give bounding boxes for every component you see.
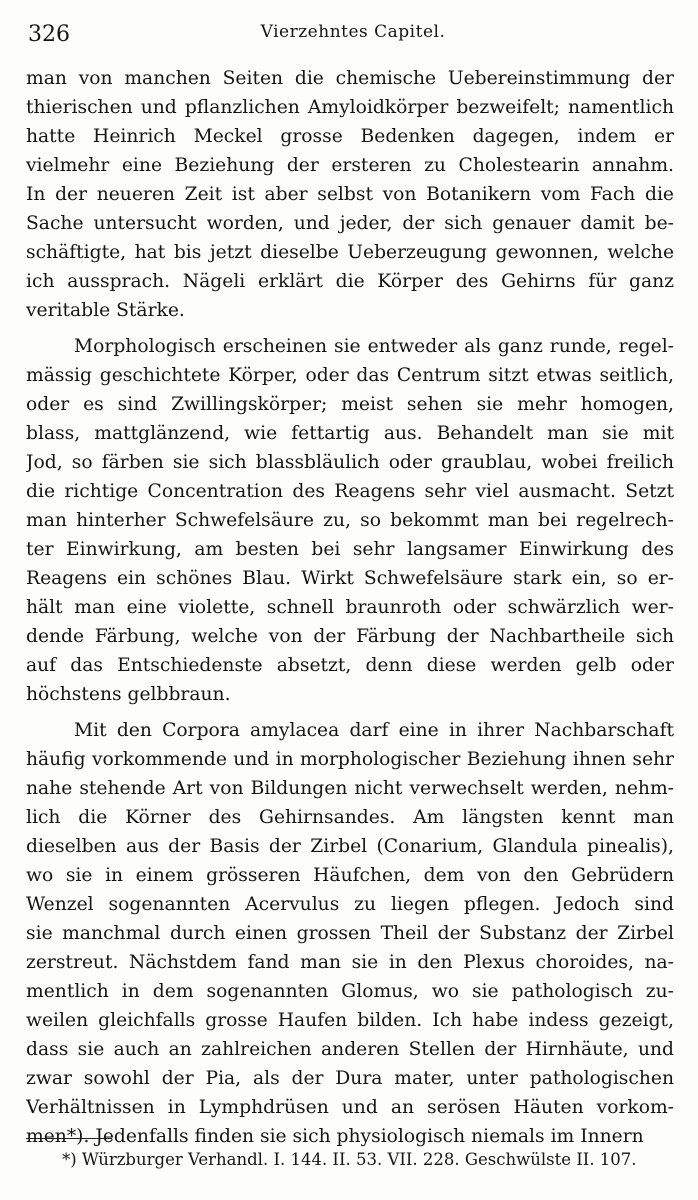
text-line: ich aussprach. Nägeli erklärt die Körper des Gehirns für ganz — [26, 271, 674, 292]
text-line: oder es sind Zwillingskörper; meist sehen sie mehr homogen, — [26, 394, 674, 415]
text-line: In der neueren Zeit ist aber selbst von Botanikern vom Fach die — [26, 184, 674, 205]
text-line: Wenzel sogenannten Acervulus zu liegen pflegen. Jedoch sind — [26, 894, 674, 915]
body-text — [26, 64, 674, 1151]
text-line: häufig vorkommende und in morphologischer Beziehung ihnen sehr — [26, 749, 674, 770]
text-line: mässig geschichtete Körper, oder das Centrum sitzt etwas seitlich, — [26, 365, 674, 386]
text-line: ter Einwirkung, am besten bei sehr langsamer Einwirkung des — [26, 539, 674, 560]
text-line: dende Färbung, welche von der Färbung der Nachbartheile sich — [26, 626, 674, 647]
paragraph-gap — [26, 709, 674, 716]
text-line: man hinterher Schwefelsäure zu, so bekommt man bei regelrech- — [26, 510, 674, 531]
text-line: thierischen und pflanzlichen Amyloidkörper bezweifelt; namentlich — [26, 97, 674, 118]
paragraph — [26, 332, 674, 709]
text-line: Jod, so färben sie sich blassbläulich oder graublau, wobei freilich — [26, 452, 674, 473]
paragraph — [26, 716, 674, 1151]
text-line: Morphologisch erscheinen sie entweder als ganz runde, regel- — [74, 336, 674, 357]
footnote: *) Würzburger Verhandl. I. 144. II. 53. VII. 228. Geschwülste II. 107. — [62, 1150, 637, 1169]
text-line: dieselben aus der Basis der Zirbel (Conarium, Glandula pinealis), — [26, 836, 674, 857]
text-line: veritable Stärke. — [26, 300, 185, 321]
text-line: hält man eine violette, schnell braunroth oder schwärzlich wer- — [26, 597, 674, 618]
text-line: zerstreut. Nächstdem fand man sie in den Plexus choroides, na- — [26, 952, 674, 973]
text-line: Verhältnissen in Lymphdrüsen und an serösen Häuten vorkom- — [26, 1097, 674, 1118]
text-line: men*). Jedenfalls finden sie sich physiologisch niemals im Innern — [26, 1126, 644, 1147]
page-number: 326 — [28, 22, 70, 47]
text-line: wo sie in einem grösseren Häufchen, dem von den Gebrüdern — [26, 865, 674, 886]
text-line: die richtige Concentration des Reagens sehr viel ausmacht. Setzt — [26, 481, 674, 502]
text-line: dass sie auch an zahlreichen anderen Stellen der Hirnhäute, und — [26, 1039, 674, 1060]
running-title: Vierzehntes Capitel. — [260, 22, 446, 42]
paragraph-gap — [26, 325, 674, 332]
text-line: vielmehr eine Beziehung der ersteren zu Cholestearin annahm. — [26, 155, 674, 176]
text-line: blass, mattglänzend, wie fettartig aus. Behandelt man sie mit — [26, 423, 674, 444]
text-line: hatte Heinrich Meckel grosse Bedenken dagegen, indem er — [26, 126, 674, 147]
text-line: Mit den Corpora amylacea darf eine in ihrer Nachbarschaft — [74, 720, 674, 741]
text-line: zwar sowohl der Pia, als der Dura mater, unter pathologischen — [26, 1068, 674, 1089]
text-line: weilen gleichfalls grosse Haufen bilden. Ich habe indess gezeigt, — [26, 1010, 674, 1031]
page-header — [28, 16, 678, 52]
text-line: Reagens ein schönes Blau. Wirkt Schwefelsäure stark ein, so er- — [26, 568, 674, 589]
text-line: nahe stehende Art von Bildungen nicht verwechselt werden, nehm- — [26, 778, 674, 799]
text-line: lich die Körner des Gehirnsandes. Am längsten kennt man — [26, 807, 674, 828]
text-line: sie manchmal durch einen grossen Theil der Substanz der Zirbel — [26, 923, 674, 944]
text-line: schäftigte, hat bis jetzt dieselbe Ueberzeugung gewonnen, welche — [26, 242, 674, 263]
text-line: höchstens gelbbraun. — [26, 684, 231, 705]
text-line: mentlich in dem sogenannten Glomus, wo sie pathologisch zu- — [26, 981, 674, 1002]
footnote-divider — [26, 1138, 112, 1139]
text-line: man von manchen Seiten die chemische Uebereinstimmung der — [26, 68, 674, 89]
text-line: Sache untersucht worden, und jeder, der sich genauer damit be- — [26, 213, 674, 234]
paragraph — [26, 64, 674, 325]
text-line: auf das Entschiedenste absetzt, denn diese werden gelb oder — [26, 655, 674, 676]
